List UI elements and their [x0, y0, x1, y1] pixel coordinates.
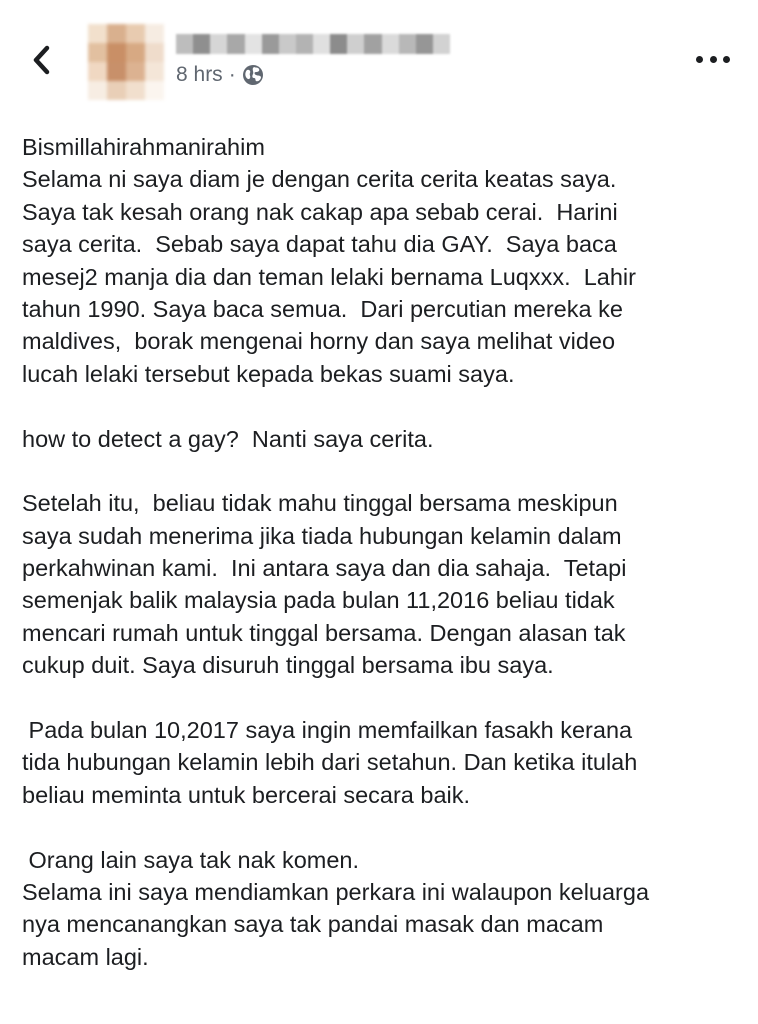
back-button[interactable]: [26, 40, 56, 80]
post-text-line: mesej2 manja dia dan teman lelaki bernama Luqxxx. Lahir: [22, 263, 636, 290]
avatar-pixel: [107, 24, 126, 43]
name-blur-block: [416, 34, 433, 54]
post-text-line: Saya tak kesah orang nak cakap apa sebab cerai. Harini: [22, 198, 618, 225]
avatar-pixel: [145, 24, 164, 43]
post-text-line: Selama ini saya mendiamkan perkara ini walaupon keluarga: [22, 878, 650, 905]
more-options-button[interactable]: [696, 44, 730, 74]
post-text-line: cukup duit. Saya disuruh tinggal bersama ibu saya.: [22, 652, 554, 679]
name-blur-block: [210, 34, 227, 54]
post-text-line: Setelah itu, beliau tidak mahu tinggal bersama meskipun: [22, 490, 618, 517]
post-text-line: nya mencanangkan saya tak pandai masak dan macam: [22, 911, 604, 938]
avatar-pixel: [107, 62, 126, 81]
avatar-pixel: [88, 24, 107, 43]
avatar-pixel: [107, 43, 126, 62]
avatar-pixel: [107, 81, 126, 100]
meta-separator: ·: [228, 63, 236, 86]
name-blur-block: [227, 34, 244, 54]
post-timestamp[interactable]: 8 hrs: [176, 63, 223, 86]
name-blur-block: [176, 34, 193, 54]
ellipsis-dot: [723, 56, 730, 63]
post-text-line: lucah lelaki tersebut kepada bekas suami saya.: [22, 360, 515, 387]
post-text-line: macam lagi.: [22, 943, 149, 970]
post-text: [22, 131, 742, 973]
post-text-line: semenjak balik malaysia pada bulan 11,2016 beliau tidak: [22, 587, 615, 614]
avatar-pixel: [88, 43, 107, 62]
avatar-pixel: [126, 62, 145, 81]
post-text-line: Pada bulan 10,2017 saya ingin memfailkan fasakh kerana: [22, 717, 633, 744]
post-text-line: Bismillahirahmanirahim: [22, 134, 265, 160]
post-text-line: beliau meminta untuk bercerai secara baik.: [22, 781, 471, 808]
name-blur-block: [193, 34, 210, 54]
name-blur-block: [382, 34, 399, 54]
globe-icon[interactable]: [242, 64, 264, 86]
avatar-pixel: [145, 43, 164, 62]
name-blur-block: [313, 34, 330, 54]
post-text-line: [22, 682, 742, 714]
name-blur-block: [262, 34, 279, 54]
avatar-pixel: [145, 62, 164, 81]
name-blur-block: [279, 34, 296, 54]
name-blur-block: [399, 34, 416, 54]
post-text-line: saya cerita. Sebab saya dapat tahu dia GAY. Saya baca: [22, 231, 617, 258]
avatar-pixel: [126, 24, 145, 43]
post-text-line: Selama ni saya diam je dengan cerita cerita keatas saya.: [22, 166, 617, 193]
post-text-line: tahun 1990. Saya baca semua. Dari percutian mereka ke: [22, 295, 623, 322]
post-header: [0, 0, 758, 120]
name-blur-block: [245, 34, 262, 54]
post-text-line: mencari rumah untuk tinggal bersama. Dengan alasan tak: [22, 619, 626, 646]
ellipsis-dot: [696, 56, 703, 63]
avatar-pixel: [145, 81, 164, 100]
name-blur-block: [433, 34, 450, 54]
post-text-line: how to detect a gay? Nanti saya cerita.: [22, 425, 434, 452]
post-text-line: maldives, borak mengenai horny dan saya melihat video: [22, 328, 616, 355]
avatar-pixel: [88, 62, 107, 81]
name-blur-block: [364, 34, 381, 54]
author-name-redacted[interactable]: [176, 34, 450, 54]
post-text-line: [22, 811, 742, 843]
post-meta: [176, 62, 264, 88]
avatar-pixel: [88, 81, 107, 100]
post-text-line: tida hubungan kelamin lebih dari setahun. Dan ketika itulah: [22, 749, 638, 776]
ellipsis-dot: [710, 56, 717, 63]
avatar[interactable]: [88, 24, 164, 100]
chevron-left-icon: [30, 44, 52, 76]
post-text-line: [22, 455, 742, 487]
name-blur-block: [296, 34, 313, 54]
name-blur-block: [330, 34, 347, 54]
name-blur-block: [347, 34, 364, 54]
post-text-line: perkahwinan kami. Ini antara saya dan dia sahaja. Tetapi: [22, 555, 627, 582]
avatar-pixel: [126, 43, 145, 62]
post-text-line: [22, 390, 742, 422]
post-text-line: saya sudah menerima jika tiada hubungan kelamin dalam: [22, 522, 622, 549]
post-text-line: Orang lain saya tak nak komen.: [22, 846, 360, 873]
avatar-pixel: [126, 81, 145, 100]
